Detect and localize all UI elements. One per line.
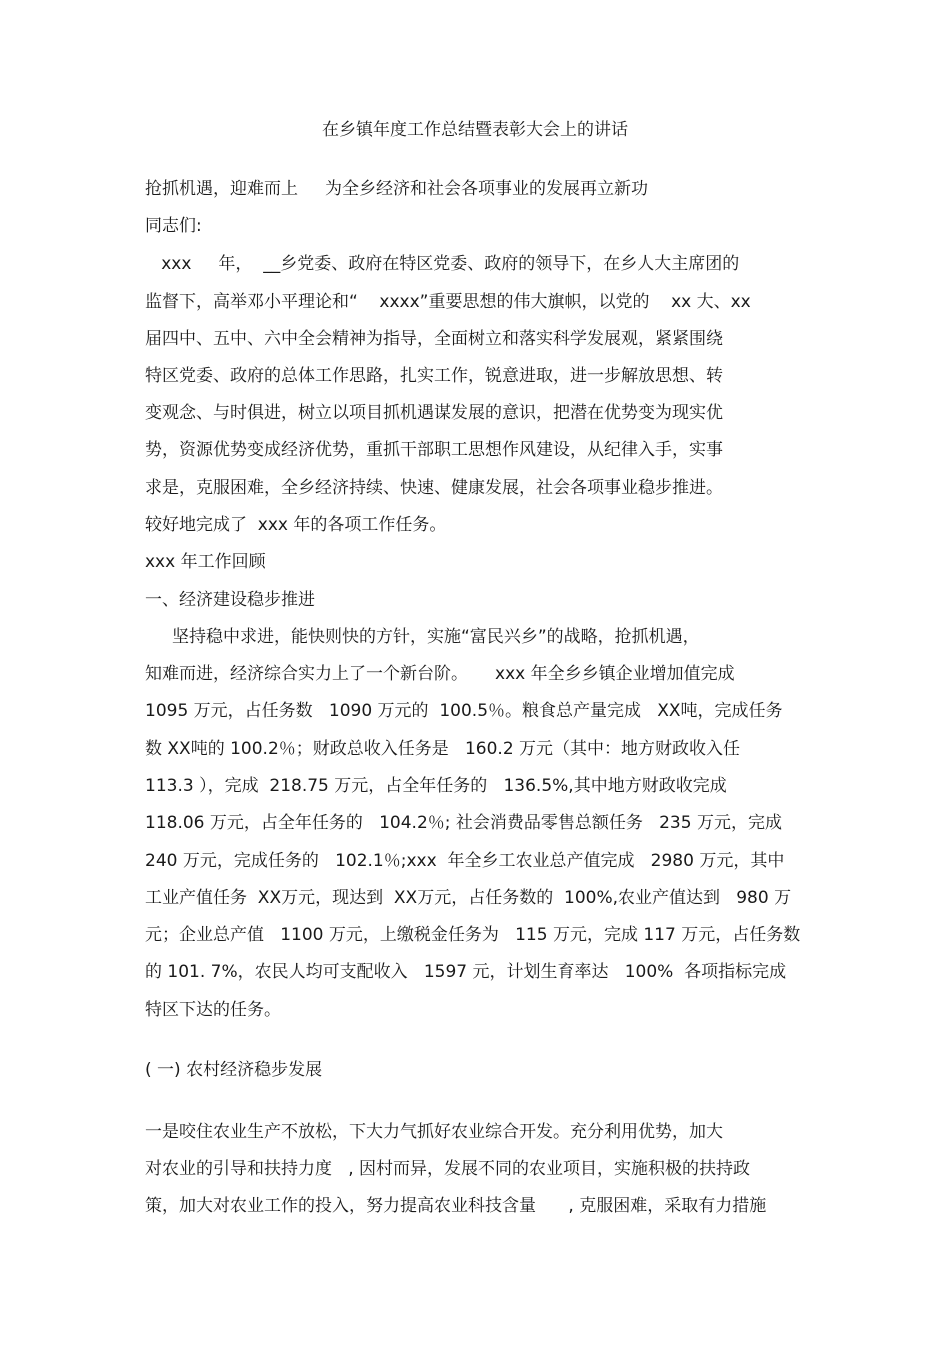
paragraph-line: xxx 年， __乡党委、政府在特区党委、政府的领导下，在乡人大主席团的 bbox=[145, 254, 740, 274]
paragraph-line: 元；企业总产值 1100 万元，上缴税金任务为 115 万元，完成 117 万元，占任务数 bbox=[145, 925, 801, 945]
paragraph-line: 113.3 ），完成 218.75 万元，占全年任务的 136.5%,其中地方财政收完成 bbox=[145, 776, 727, 796]
paragraph-line: 1095 万元，占任务数 1090 万元的 100.5％。粮食总产量完成 XX吨，完成任务 bbox=[145, 701, 783, 721]
paragraph-line: 对农业的引导和扶持力度 , 因村而异，发展不同的农业项目，实施积极的扶持政 bbox=[145, 1159, 751, 1179]
paragraph-line: 策，加大对农业工作的投入，努力提高农业科技含量 , 克服困难，采取有力措施 bbox=[145, 1196, 767, 1216]
paragraph-line: 240 万元，完成任务的 102.1％;xxx 年全乡工农业总产值完成 2980 万元，其中 bbox=[145, 851, 785, 871]
paragraph-line: 势，资源优势变成经济优势，重抓干部职工思想作风建设，从纪律入手，实事 bbox=[145, 440, 723, 460]
paragraph-line: 一是咬住农业生产不放松，下大力气抓好农业综合开发。充分利用优势，加大 bbox=[145, 1122, 723, 1142]
subsection-heading: ( 一) 农村经济稳步发展 bbox=[145, 1060, 323, 1080]
paragraph-line: 数 XX吨的 100.2％；财政总收入任务是 160.2 万元（其中：地方财政收入任 bbox=[145, 739, 741, 759]
paragraph-line: 求是，克服困难，全乡经济持续、快速、健康发展，社会各项事业稳步推进。 bbox=[145, 478, 723, 498]
paragraph-line: 变观念、与时俱进，树立以项目抓机遇谋发展的意识，把潜在优势变为现实优 bbox=[145, 403, 723, 423]
paragraph-line: 特区下达的任务。 bbox=[145, 1000, 281, 1020]
paragraph-line: 的 101. 7%，农民人均可支配收入 1597 元，计划生育率达 100% 各项指标完成 bbox=[145, 962, 787, 982]
paragraph-line: 届四中、五中、六中全会精神为指导，全面树立和落实科学发展观，紧紧围绕 bbox=[145, 329, 723, 349]
section-heading: xxx 年工作回顾 bbox=[145, 552, 266, 572]
paragraph-line: 工业产值任务 XX万元，现达到 XX万元，占任务数的 100%,农业产值达到 980 万 bbox=[145, 888, 792, 908]
paragraph-line: 坚持稳中求进，能快则快的方针，实施“富民兴乡”的战略，抢抓机遇， bbox=[145, 627, 700, 647]
subtitle-line: 抢抓机遇，迎难而上 为全乡经济和社会各项事业的发展再立新功 bbox=[145, 179, 649, 199]
paragraph-line: 118.06 万元，占全年任务的 104.2％; 社会消费品零售总额任务 235 万元，完成 bbox=[145, 813, 782, 833]
salutation-line: 同志们: bbox=[145, 216, 202, 236]
paragraph-line: 较好地完成了 xxx 年的各项工作任务。 bbox=[145, 515, 447, 535]
paragraph-line: 特区党委、政府的总体工作思路，扎实工作，锐意进取，进一步解放思想、转 bbox=[145, 366, 723, 386]
document-title: 在乡镇年度工作总结暨表彰大会上的讲话 bbox=[322, 120, 628, 140]
section-heading: 一、经济建设稳步推进 bbox=[145, 590, 315, 610]
paragraph-line: 知难而进，经济综合实力上了一个新台阶。 xxx 年全乡乡镇企业增加值完成 bbox=[145, 664, 735, 684]
paragraph-line: 监督下，高举邓小平理论和“ xxxx”重要思想的伟大旗帜，以党的 xx 大、xx bbox=[145, 292, 751, 312]
